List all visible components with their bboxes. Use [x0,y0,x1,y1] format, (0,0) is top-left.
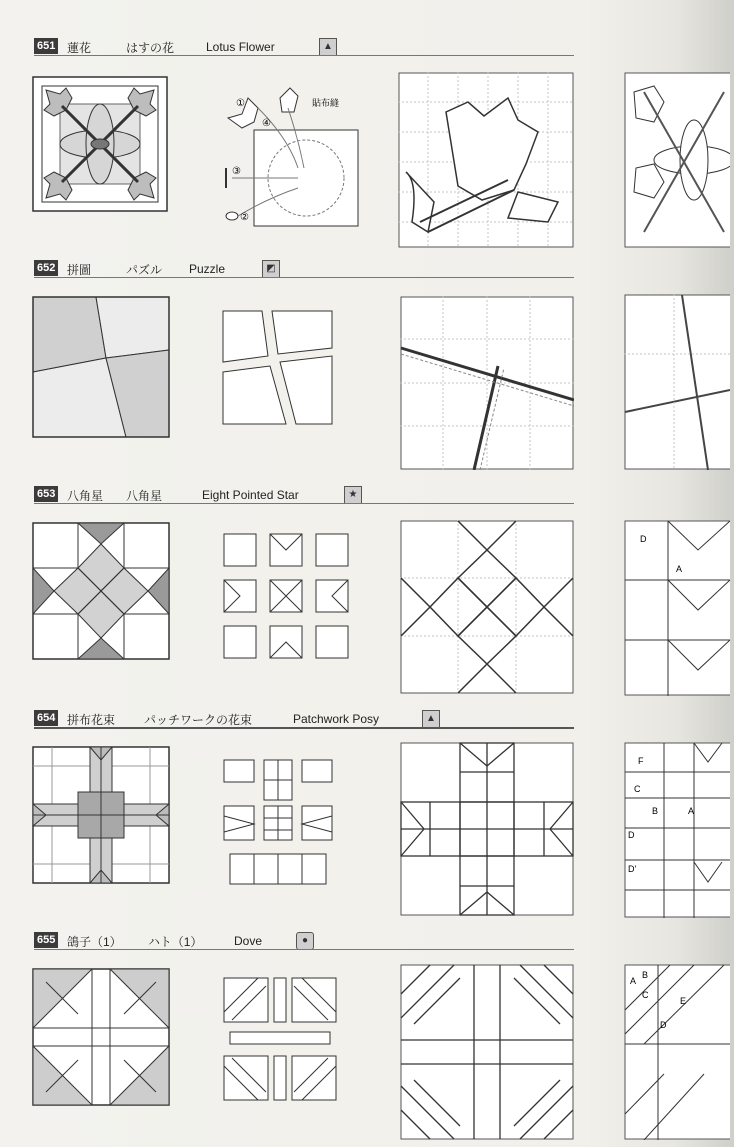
template-partial [624,520,730,696]
callout-label-2: ② [240,212,249,223]
section-654 [0,710,734,930]
block-diagram [32,296,170,438]
star-icon: ★ [344,486,362,504]
piece-letter-a: A [630,976,637,986]
english-title: Dove [234,934,263,948]
section-header [34,710,574,728]
section-header [34,260,574,278]
chinese-title: 八角星 [67,489,104,503]
applique-diagram [218,78,368,228]
pieces-diagram [222,310,334,426]
template-full [398,72,574,248]
chinese-title: 拼布花束 [67,713,116,727]
pine-tree-icon: ▲ [422,710,440,728]
chinese-title: 鴿子（1） [67,935,122,949]
english-title: Eight Pointed Star [202,488,299,502]
block-diagram [32,522,170,660]
template-full [400,742,574,916]
piece-letter-d: D [628,830,635,840]
japanese-title: ハト（1） [148,935,203,949]
pattern-number: 652 [34,260,58,276]
japanese-title: パズル [126,263,163,277]
piece-letter-b: B [642,970,649,980]
english-title: Lotus Flower [206,40,275,54]
section-header [34,932,574,950]
pieces-diagram [222,976,338,1104]
piece-letter-a: A [688,806,695,816]
pieces-diagram [222,758,334,886]
template-partial [624,964,730,1140]
callout-label-3: ③ [232,166,241,177]
template-full [400,964,574,1140]
puzzle-icon: ◩ [262,260,280,278]
japanese-title: はすの花 [126,41,175,55]
callout-label-4: ④ [262,118,271,129]
pattern-number: 653 [34,486,58,502]
template-full [400,296,574,470]
header-rule [34,277,574,278]
section-655 [0,932,734,1147]
applique-note: 貼布縫 [312,98,340,108]
block-diagram [32,968,170,1106]
template-full [400,520,574,694]
header-rule [34,727,574,729]
english-title: Patchwork Posy [293,712,380,726]
chinese-title: 拼圖 [67,263,92,277]
pattern-number: 654 [34,710,58,726]
pattern-number: 651 [34,38,58,54]
template-partial [624,72,730,248]
bear-face-icon: ● [296,932,314,950]
piece-letter-e: E [680,996,687,1006]
section-header [34,486,574,504]
template-partial [624,294,730,470]
header-rule [34,949,574,950]
section-653 [0,486,734,706]
piece-letter-d: D [660,1020,667,1030]
chinese-title: 蓮花 [67,41,92,55]
english-title: Puzzle [189,262,226,276]
japanese-title: 八角星 [126,489,163,503]
callout-label-1: ① [236,98,245,109]
pine-tree-icon: ▲ [319,38,337,56]
piece-letter-a: A [676,564,683,574]
header-rule [34,503,574,504]
section-header [34,38,574,56]
piece-letter-c: C [642,990,649,1000]
piece-letter-b: B [652,806,659,816]
piece-letter-f: F [638,756,644,766]
pieces-diagram [222,532,350,660]
block-diagram [32,76,168,212]
piece-letter-c: C [634,784,641,794]
piece-letter-d-prime: D' [628,864,637,874]
japanese-title: パッチワークの花束 [144,713,253,727]
template-partial [624,742,730,918]
section-651 [0,38,734,258]
header-rule [34,55,574,56]
block-diagram [32,746,170,884]
section-652 [0,260,734,480]
piece-letter-d: D [640,534,647,544]
pattern-number: 655 [34,932,58,948]
